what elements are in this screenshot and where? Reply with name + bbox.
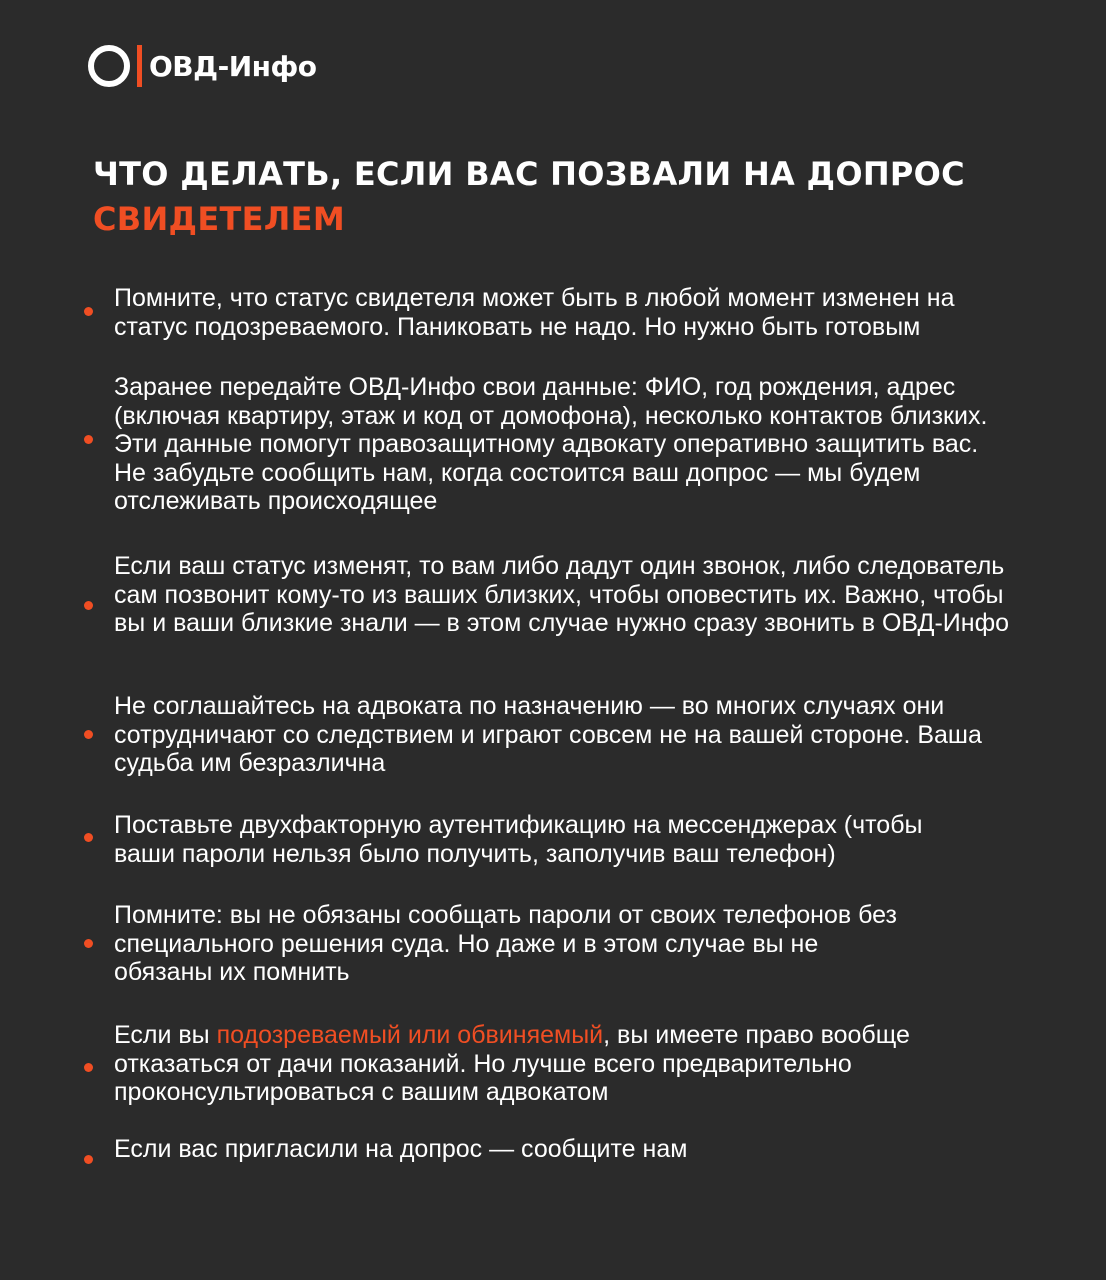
item-prefix: Если вы [114, 1021, 217, 1049]
bullet-icon [84, 1063, 93, 1072]
bullet-icon [84, 601, 93, 610]
bullet-icon [84, 939, 93, 948]
list-item [114, 373, 1014, 516]
bullet-icon [84, 435, 93, 444]
item-text: Помните: вы не обязаны сообщать пароли от своих телефонов без специального решения суда. Но даже и в этом случае вы не обязаны их помнить [114, 901, 897, 987]
highlight-link[interactable]: подозреваемый или обвиняемый [216, 1021, 604, 1049]
title-accent: СВИДЕТЕЛЕМ [93, 200, 345, 238]
bullet-icon [84, 730, 93, 739]
title-line: ЧТО ДЕЛАТЬ, ЕСЛИ ВАС ПОЗВАЛИ НА ДОПРОС [93, 155, 965, 193]
bullet-icon [84, 833, 93, 842]
bullet-icon [84, 1155, 93, 1164]
list-item [114, 284, 1014, 341]
item-text: Если ваш статус изменят, то вам либо дадут один звонок, либо следователь сам позвонит кому-то из ваших близких, чтобы оповестить их. Важно, чтобы вы и ваши близкие знали — в этом случае нужно сразу звонить в ОВД-Инфо [114, 552, 1010, 638]
list-item [114, 901, 914, 987]
item-suffix: , вы имеете право вообще отказаться от дачи показаний. Но лучше всего предварительно проконсультироваться с вашим адвокатом [114, 1021, 910, 1107]
list-item [114, 811, 984, 868]
bullet-icon [84, 307, 93, 316]
item-text: Не соглашайтесь на адвоката по назначению — во многих случаях они сотрудничают со следствием и играют совсем не на вашей стороне. Ваша судьба им безразлична [114, 692, 982, 778]
list-item [114, 552, 1014, 638]
item-text: Заранее передайте ОВД-Инфо свои данные: ФИО, год рождения, адрес (включая квартиру, этаж и код от домофона), несколько контактов близких. Эти данные помогут правозащитному адвокату оперативно защитить вас. Не забудьте сообщить нам, когда состоится ваш допрос — мы будем отслеживать происходящее [114, 373, 988, 516]
item-text: Поставьте двухфакторную аутентификацию на мессенджерах (чтобы ваши пароли нельзя было получить, заполучив ваш телефон) [114, 811, 923, 868]
list-item [114, 1135, 1014, 1164]
list-item [114, 692, 1014, 778]
list-item [114, 1021, 974, 1107]
item-text: Помните, что статус свидетеля может быть в любой момент изменен на статус подозреваемого. Паниковать не надо. Но нужно быть готовым [114, 284, 955, 341]
item-text: Если вас пригласили на допрос — сообщите нам [114, 1135, 688, 1163]
logo-text: ОВД-Инфо [149, 49, 317, 83]
